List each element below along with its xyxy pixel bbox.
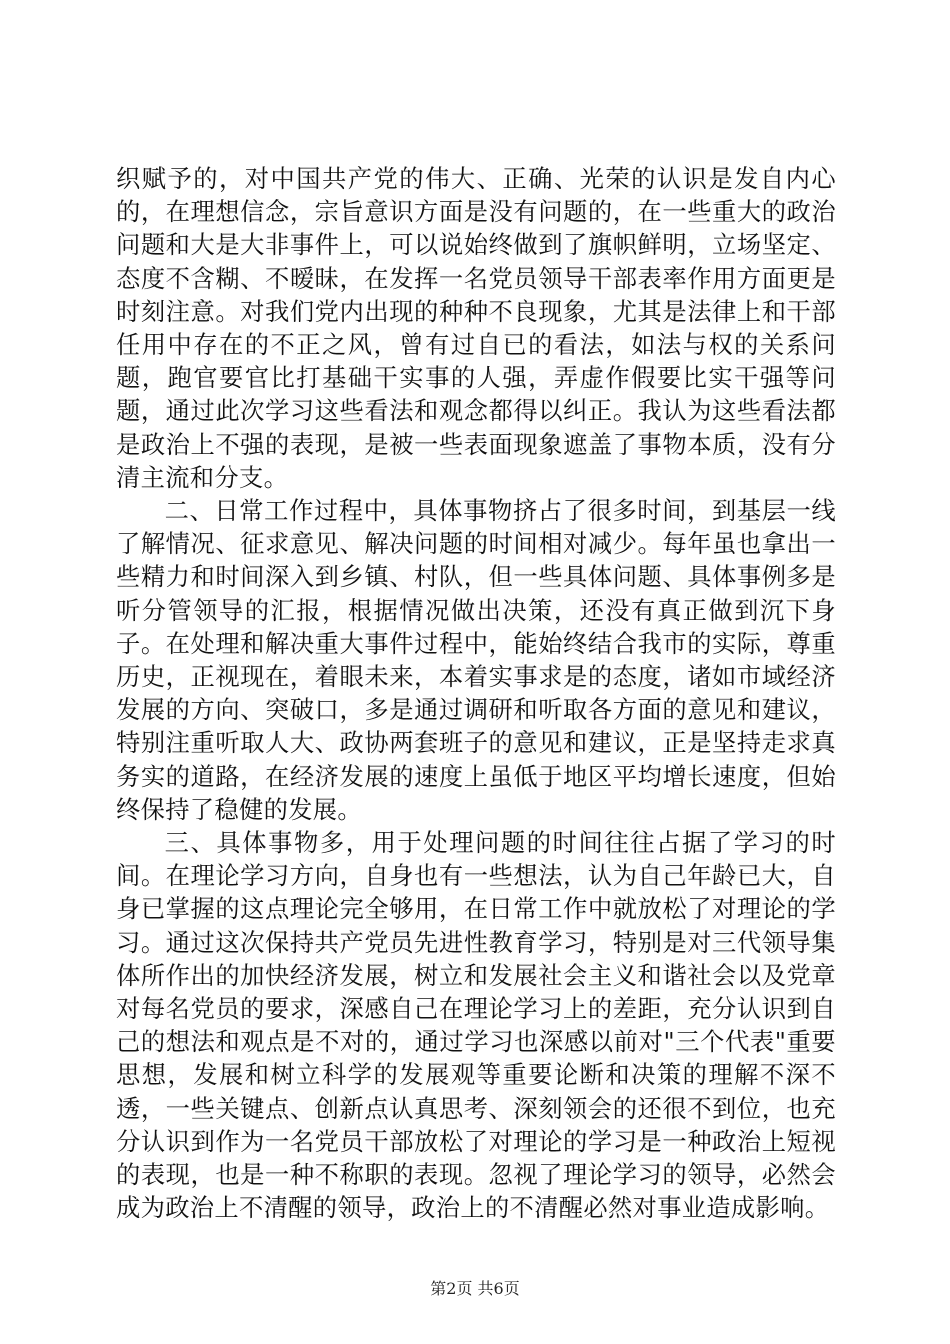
- paragraph-3: 三、具体事物多，用于处理问题的时间往往占据了学习的时间。在理论学习方向，自身也有一些想法，认为自己年龄已大，自身已掌握的这点理论完全够用，在日常工作中就放松了对理论的学习。通过这次保持共产党员先进性教育学习，特别是对三代领导集体所作出的加快经济发展，树立和发展社会主义和谐社会以及党章对每名党员的要求，深感自己在理论学习上的差距，充分认识到自己的想法和观点是不对的，通过学习也深感以前对"三个代表"重要思想，发展和树立科学的发展观等重要论断和决策的理解不深不透，一些关键点、创新点认真思考、深刻领会的还很不到位，也充分认识到作为一名党员干部放松了对理论的学习是一种政治上短视的表现，也是一种不称职的表现。忽视了理论学习的领导，必然会成为政治上不清醒的领导，政治上的不清醒必然对事业造成影响。: [116, 828, 836, 1223]
- paragraph-2: 二、日常工作过程中，具体事物挤占了很多时间，到基层一线了解情况、征求意见、解决问题的时间相对减少。每年虽也拿出一些精力和时间深入到乡镇、村队，但一些具体问题、具体事例多是听分管领导的汇报，根据情况做出决策，还没有真正做到沉下身子。在处理和解决重大事件过程中，能始终结合我市的实际，尊重历史，正视现在，着眼未来，本着实事求是的态度，诸如市域经济发展的方向、突破口，多是通过调研和听取各方面的意见和建议，特别注重听取人大、政协两套班子的意见和建议，正是坚持走求真务实的道路，在经济发展的速度上虽低于地区平均增长速度，但始终保持了稳健的发展。: [116, 496, 836, 824]
- paragraph-1: 织赋予的，对中国共产党的伟大、正确、光荣的认识是发自内心的，在理想信念，宗旨意识方面是没有问题的，在一些重大的政治问题和大是大非事件上，可以说始终做到了旗帜鲜明，立场坚定、态度不含糊、不暧昧，在发挥一名党员领导干部表率作用方面更是时刻注意。对我们党内出现的种种不良现象，尤其是法律上和干部任用中存在的不正之风，曾有过自已的看法，如法与权的关系问题，跑官要官比打基础干实事的人强，弄虚作假要比实干强等问题，通过此次学习这些看法和观念都得以纠正。我认为这些看法都是政治上不强的表现，是被一些表面现象遮盖了事物本质，没有分清主流和分支。: [116, 164, 836, 492]
- page-number-footer: 第2页 共6页: [430, 1279, 520, 1298]
- document-body: [116, 162, 836, 1225]
